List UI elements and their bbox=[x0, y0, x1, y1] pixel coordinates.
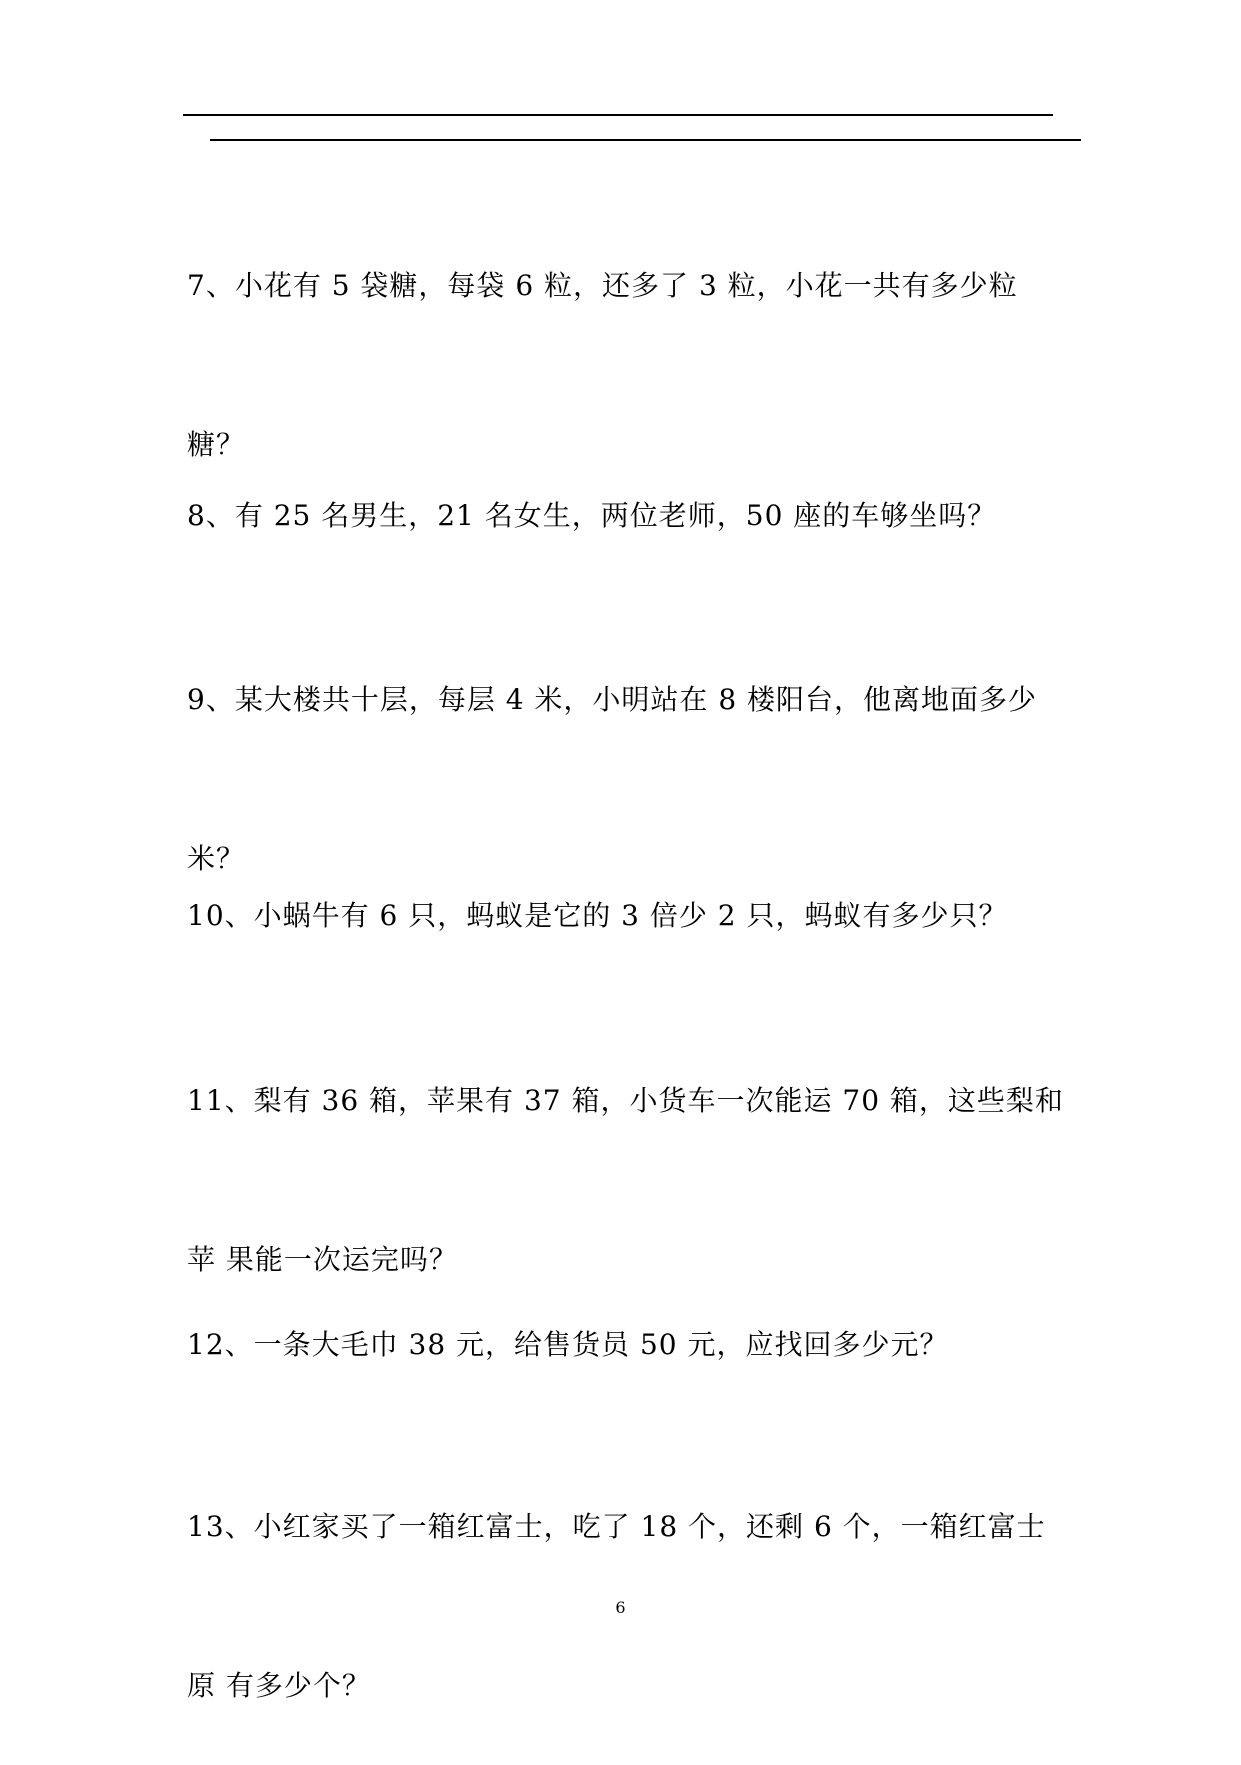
question-line: 糖？ bbox=[187, 428, 246, 461]
question-line: 苹 果能一次运完吗？ bbox=[187, 1243, 458, 1276]
question-line: 8、有 25 名男生，21 名女生，两位老师，50 座的车够坐吗？ bbox=[187, 499, 997, 532]
question-line: 10、小蜗牛有 6 只，蚂蚁是它的 3 倍少 2 只，蚂蚁有多少只？ bbox=[187, 899, 1008, 932]
header-rule-bottom bbox=[210, 139, 1081, 141]
header-rule-top bbox=[183, 114, 1053, 116]
question-12 bbox=[187, 1212, 1067, 1424]
question-10 bbox=[187, 783, 1067, 995]
page-number: 6 bbox=[615, 1598, 626, 1617]
question-line: 7、小花有 5 袋糖，每袋 6 粒，还多了 3 粒，小花一共有多少粒 bbox=[187, 269, 1018, 302]
question-line: 米？ bbox=[187, 842, 246, 875]
question-line: 12、一条大毛巾 38 元，给售货员 50 元，应找回多少元？ bbox=[187, 1328, 949, 1361]
question-13 bbox=[187, 1394, 1067, 1765]
question-8 bbox=[187, 383, 1067, 595]
question-line: 13、小红家买了一箱红富士，吃了 18 个，还剩 6 个，一箱红富士 bbox=[187, 1510, 1046, 1543]
question-line: 原 有多少个？ bbox=[187, 1669, 371, 1702]
question-line: 11、梨有 36 箱，苹果有 37 箱，小货车一次能运 70 箱，这些梨和 bbox=[187, 1084, 1064, 1117]
question-line: 9、某大楼共十层，每层 4 米，小明站在 8 楼阳台，他离地面多少 bbox=[187, 683, 1038, 716]
